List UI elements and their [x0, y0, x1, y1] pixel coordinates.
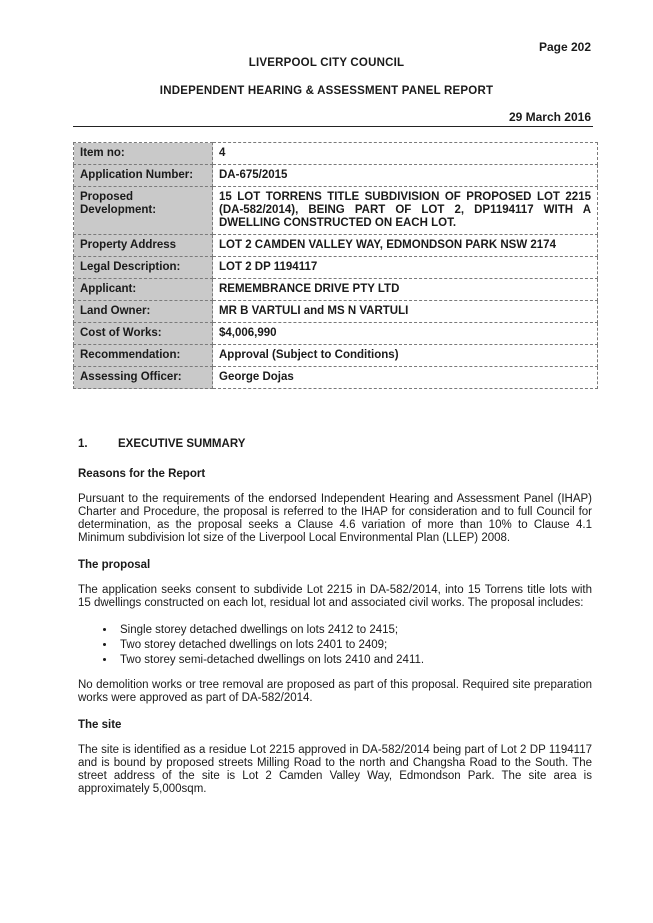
table-row — [74, 301, 598, 323]
legal-description-value: LOT 2 DP 1194117 — [213, 257, 598, 279]
executive-summary-section — [78, 438, 592, 810]
table-row — [74, 323, 598, 345]
table-row — [74, 367, 598, 389]
item-no-value: 4 — [213, 143, 598, 165]
recommendation-value: Approval (Subject to Conditions) — [213, 345, 598, 367]
table-row — [74, 187, 598, 235]
applicant-label: Applicant: — [74, 279, 213, 301]
proposal-heading: The proposal — [78, 559, 151, 571]
reasons-heading: Reasons for the Report — [78, 468, 206, 480]
assessing-officer-label: Assessing Officer: — [74, 367, 213, 389]
property-address-value: LOT 2 CAMDEN VALLEY WAY, EDMONDSON PARK NSW 2174 — [213, 235, 598, 257]
application-number-label: Application Number: — [74, 165, 213, 187]
table-row — [74, 235, 598, 257]
assessing-officer-value: George Dojas — [213, 367, 598, 389]
cost-of-works-label: Cost of Works: — [74, 323, 213, 345]
header-rule — [73, 126, 593, 127]
proposed-development-label: Proposed Development: — [74, 187, 213, 235]
demolition-paragraph: No demolition works or tree removal are proposed as part of this proposal. Required site preparation works were approved as part of DA-582/2014. — [78, 679, 592, 704]
table-row — [74, 165, 598, 187]
report-date: 29 March 2016 — [508, 110, 591, 124]
application-info-table — [73, 142, 598, 389]
table-row — [74, 257, 598, 279]
proposal-bullet-list — [78, 624, 592, 667]
table-row — [74, 345, 598, 367]
legal-description-label: Legal Description: — [74, 257, 213, 279]
site-heading: The site — [78, 719, 122, 731]
item-no-label: Item no: — [74, 143, 213, 165]
proposed-development-value: 15 LOT TORRENS TITLE SUBDIVISION OF PROPOSED LOT 2215 (DA-582/2014), BEING PART OF LOT 2, DP1194117 WITH A DWELLING CONSTRUCTED ON EACH LOT. — [213, 187, 598, 235]
property-address-label: Property Address — [74, 235, 213, 257]
list-item: • Two storey detached dwellings on lots 2401 to 2409; — [116, 639, 592, 652]
table-row — [74, 279, 598, 301]
report-title: INDEPENDENT HEARING & ASSESSMENT PANEL REPORT — [159, 85, 494, 97]
section-heading — [78, 438, 592, 451]
recommendation-label: Recommendation: — [74, 345, 213, 367]
site-paragraph: The site is identified as a residue Lot 2215 approved in DA-582/2014 being part of Lot 2 DP 1194117 and is bound by proposed streets Milling Road to the north and Changsha Road to the South. The street address of the site is Lot 2 Camden Valley Way, Edmondson Park. The site area is approximately 5,000sqm. — [78, 744, 592, 795]
page-number: Page 202 — [538, 40, 591, 54]
land-owner-value: MR B VARTULI and MS N VARTULI — [213, 301, 598, 323]
applicant-value: REMEMBRANCE DRIVE PTY LTD — [213, 279, 598, 301]
proposal-paragraph: The application seeks consent to subdivide Lot 2215 in DA-582/2014, into 15 Torrens title lots with 15 dwellings constructed on each lot, residual lot and associated civil works. The proposal includes: — [78, 584, 592, 609]
application-number-value: DA-675/2015 — [213, 165, 598, 187]
reasons-paragraph: Pursuant to the requirements of the endorsed Independent Hearing and Assessment Panel (IHAP) Charter and Procedure, the proposal is referred to the IHAP for consideration and to full Council for determination, as the proposal seeks a Clause 4.6 variation of more than 10% to Clause 4.1 Minimum subdivision lot size of the Liverpool Local Environmental Plan (LLEP) 2008. — [78, 493, 592, 544]
land-owner-label: Land Owner: — [74, 301, 213, 323]
cost-of-works-value: $4,006,990 — [213, 323, 598, 345]
section-number: 1. — [78, 438, 88, 450]
list-item: • Two storey semi-detached dwellings on lots 2410 and 2411. — [116, 654, 592, 667]
council-name: LIVERPOOL CITY COUNCIL — [248, 57, 405, 69]
list-item: • Single storey detached dwellings on lots 2412 to 2415; — [116, 624, 592, 637]
section-title: EXECUTIVE SUMMARY — [118, 438, 246, 450]
table-row — [74, 143, 598, 165]
